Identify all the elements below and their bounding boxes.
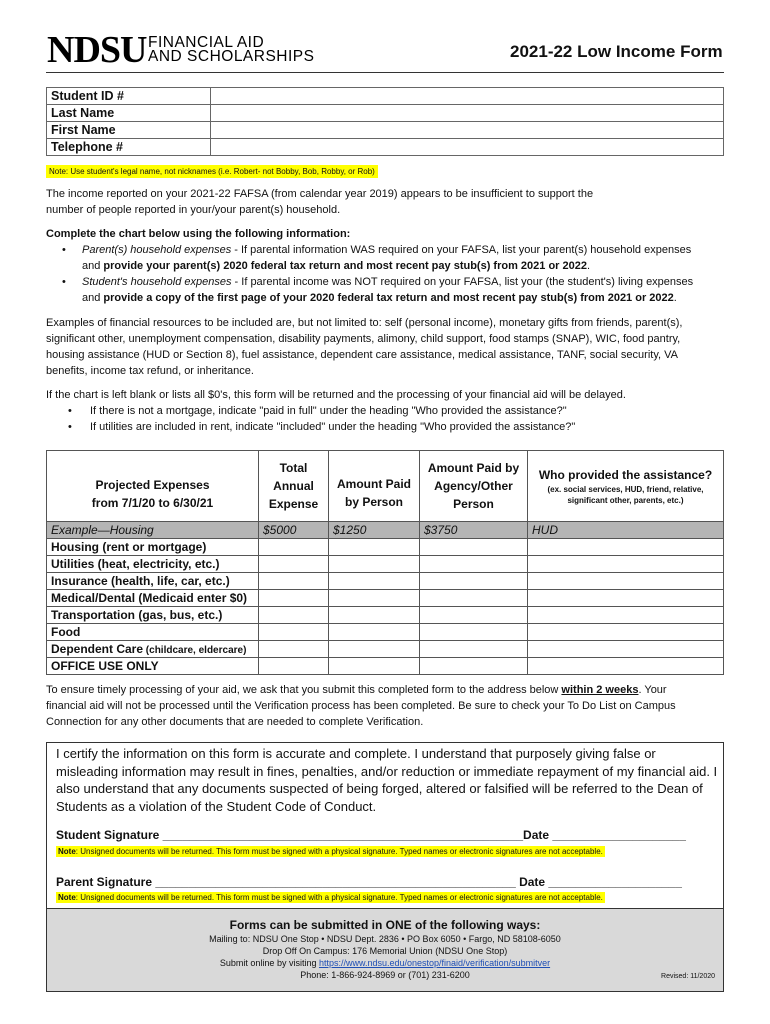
header-text: Person — [453, 497, 494, 511]
bullet-text: . — [673, 292, 677, 304]
instructions-heading: Complete the chart below using the following information: — [46, 228, 351, 240]
submission-phone: Phone: 1-866-924-8969 or (701) 231-6200 — [300, 970, 470, 980]
ndsu-logo: NDSU — [47, 29, 147, 71]
bullet-bold: provide your parent(s) 2020 federal tax return and most recent pay stub(s) from 2021 or 2022 — [103, 260, 587, 272]
person-cell[interactable] — [329, 641, 420, 658]
blank-chart-warning: If the chart is left blank or lists all $0's, this form will be returned and the processing of your financial aid will be delayed. — [46, 389, 626, 401]
student-id-field[interactable] — [211, 88, 724, 105]
bullet-text: . — [586, 260, 591, 272]
header-rule — [46, 72, 724, 73]
table-row — [47, 590, 724, 607]
header-text: by Person — [344, 495, 404, 509]
table-row — [47, 641, 724, 658]
bullet-italic: Parent(s) household expenses — [82, 244, 232, 256]
parent-expenses-bullet — [82, 242, 691, 274]
bullet-dot: • — [68, 405, 72, 417]
note-label: Note — [58, 847, 76, 856]
who-cell[interactable] — [528, 624, 724, 641]
total-cell[interactable] — [259, 641, 329, 658]
logo-line-financial-aid: FINANCIAL AID — [148, 34, 265, 51]
submission-heading: Forms can be submitted in ONE of the following ways: — [229, 918, 541, 932]
note-label: Note — [58, 893, 76, 902]
row-label: Housing (rent or mortgage) — [47, 539, 259, 556]
person-cell[interactable] — [329, 590, 420, 607]
examples-line: housing assistance (HUD or Section 8), fuel assistance, dependent care assistance, medical assistance, TANF, social security, VA — [46, 349, 678, 361]
cert-line: misleading information may result in fines, penalties, and/or reduction or immediate repayment of my financial aid. I — [56, 763, 718, 779]
col-who-provided — [528, 451, 724, 522]
cert-line: also understand that any documents suspected of being forged, altered or falsified will be referred to the Dean of — [56, 781, 703, 796]
student-expenses-bullet — [82, 274, 693, 306]
total-cell[interactable] — [259, 607, 329, 624]
person-cell[interactable] — [329, 624, 420, 641]
example-label: Example—Housing — [47, 522, 259, 539]
example-agency: $3750 — [420, 522, 528, 539]
who-cell[interactable] — [528, 573, 724, 590]
last-name-label: Last Name — [47, 105, 211, 122]
student-id-label: Student ID # — [47, 88, 211, 105]
examples-paragraph — [46, 315, 682, 379]
expenses-table — [46, 450, 724, 675]
table-row — [47, 573, 724, 590]
legal-name-note: Note: Use student's legal name, not nicknames (i.e. Robert- not Bobby, Bob, Robby, or Rob) — [46, 165, 378, 178]
col-amount-paid-by-agency — [420, 451, 528, 522]
table-row — [47, 624, 724, 641]
parent-signature-note — [56, 892, 605, 903]
agency-cell[interactable] — [420, 641, 528, 658]
office-cell — [528, 658, 724, 675]
person-cell[interactable] — [329, 539, 420, 556]
bullet-bold: provide a copy of the first page of your 2020 federal tax return and most recent pay stub(s) from 2021 or 2022 — [103, 292, 674, 304]
bullet-dot: • — [62, 244, 66, 256]
header-text: Annual — [273, 479, 314, 493]
bullet-dot: • — [68, 421, 72, 433]
bullet-text: - If parental information WAS required on your FAFSA, list your parent(s) household expenses — [231, 244, 692, 256]
utilities-bullet: If utilities are included in rent, indicate "included" under the heading "Who provided the assistance?" — [90, 421, 576, 433]
timely-text: financial aid will not be processed until the Verification process has been completed. Be sure to check your To Do List on Campus — [46, 700, 676, 712]
header-subtext: significant other, parents, etc.) — [567, 496, 684, 505]
intro-line: number of people reported in your/your parent(s) household. — [46, 204, 341, 216]
certification-box — [46, 742, 724, 910]
total-cell[interactable] — [259, 590, 329, 607]
row-label: Insurance (health, life, car, etc.) — [47, 573, 259, 590]
revised-date: Revised: 11/2020 — [661, 973, 715, 980]
intro-line: The income reported on your 2021-22 FAFSA (from calendar year 2019) appears to be insufficient to support the — [46, 188, 594, 200]
bullet-text: and — [82, 292, 104, 304]
row-label-small: (childcare, eldercare) — [143, 645, 247, 656]
row-label-text: Dependent Care — [51, 642, 144, 656]
header-text: Projected Expenses — [95, 478, 210, 492]
note-text: : Unsigned documents will be returned. This form must be signed with a physical signature. Typed names or electronic signatures are not acceptable. — [75, 847, 603, 856]
submission-mailing: Mailing to: NDSU One Stop • NDSU Dept. 2836 • PO Box 6050 • Fargo, ND 58108-6050 — [209, 934, 561, 944]
example-row — [47, 522, 724, 539]
row-label-dependent-care — [47, 641, 259, 658]
cert-line: Students as a violation of the Student Code of Conduct. — [56, 798, 377, 814]
cert-line: I certify the information on this form is accurate and complete. I understand that purposely giving false or — [56, 746, 656, 761]
submission-box — [46, 908, 724, 992]
online-text: Submit online by visiting — [219, 958, 319, 968]
telephone-field[interactable] — [211, 139, 724, 156]
bullet-text: and — [82, 260, 104, 272]
header-text: Amount Paid by — [427, 461, 520, 475]
agency-cell[interactable] — [420, 590, 528, 607]
within-two-weeks: within 2 weeks — [561, 684, 639, 696]
header-text: Amount Paid — [337, 477, 411, 491]
agency-cell[interactable] — [420, 573, 528, 590]
timely-text: Connection for any other documents that are needed to complete Verification. — [46, 716, 424, 728]
header-subtext: (ex. social services, HUD, friend, relative, — [547, 485, 704, 494]
total-cell[interactable] — [259, 539, 329, 556]
timely-text: . Your — [638, 684, 667, 696]
first-name-label: First Name — [47, 122, 211, 139]
first-name-field[interactable] — [211, 122, 724, 139]
mortgage-bullet: If there is not a mortgage, indicate "paid in full" under the heading "Who provided the assistance?" — [90, 405, 567, 417]
timely-text: To ensure timely processing of your aid, we ask that you submit this completed form to the address below — [46, 684, 562, 696]
timely-paragraph — [46, 682, 676, 730]
logo-subtitle — [148, 36, 314, 64]
examples-line: benefits, income tax refund, or inheritance. — [46, 365, 254, 377]
example-person: $1250 — [329, 522, 420, 539]
table-row — [47, 539, 724, 556]
example-total: $5000 — [259, 522, 329, 539]
who-cell[interactable] — [528, 539, 724, 556]
agency-cell[interactable] — [420, 556, 528, 573]
who-cell[interactable] — [528, 590, 724, 607]
total-cell[interactable] — [259, 556, 329, 573]
office-use-row — [47, 658, 724, 675]
col-total-annual-expense — [259, 451, 329, 522]
bullet-text: - If parental income was NOT required on your FAFSA, list your (the student's) living expenses — [231, 276, 694, 288]
person-cell[interactable] — [329, 573, 420, 590]
header-text: Expense — [268, 497, 319, 511]
col-projected-expenses — [47, 451, 259, 522]
submission-drop-off: Drop Off On Campus: 176 Memorial Union (NDSU One Stop) — [262, 946, 508, 956]
who-cell[interactable] — [528, 556, 724, 573]
who-cell[interactable] — [528, 641, 724, 658]
note-text: : Unsigned documents will be returned. This form must be signed with a physical signature. Typed names or electronic signatures are not acceptable. — [75, 893, 603, 902]
who-cell[interactable] — [528, 607, 724, 624]
intro-paragraph — [46, 186, 593, 218]
total-cell[interactable] — [259, 624, 329, 641]
student-info-table — [46, 87, 724, 156]
col-amount-paid-by-person — [329, 451, 420, 522]
certification-text — [56, 745, 717, 815]
office-cell — [329, 658, 420, 675]
office-cell — [259, 658, 329, 675]
person-cell[interactable] — [329, 607, 420, 624]
row-label: Transportation (gas, bus, etc.) — [47, 607, 259, 624]
header-text: from 7/1/20 to 6/30/21 — [91, 496, 214, 510]
total-cell[interactable] — [259, 573, 329, 590]
student-signature-line[interactable]: Student Signature ______________________________________________________Date ____________________ — [56, 828, 686, 842]
example-who: HUD — [528, 522, 724, 539]
examples-line: Examples of financial resources to be included are, but not limited to: self (personal income), monetary gifts from friends, parent(s), — [46, 317, 683, 329]
examples-line: significant other, unemployment compensation, disability payments, alimony, child support, food stamps (SNAP), WIC, food pantry, — [46, 333, 681, 345]
table-row — [47, 607, 724, 624]
last-name-field[interactable] — [211, 105, 724, 122]
agency-cell[interactable] — [420, 624, 528, 641]
agency-cell[interactable] — [420, 539, 528, 556]
telephone-label: Telephone # — [47, 139, 211, 156]
row-label: Medical/Dental (Medicaid enter $0) — [47, 590, 259, 607]
bullet-dot: • — [62, 276, 66, 288]
bullet-italic: Student's household expenses — [82, 276, 232, 288]
person-cell[interactable] — [329, 556, 420, 573]
student-signature-note — [56, 846, 605, 857]
row-label: Food — [47, 624, 259, 641]
office-cell — [420, 658, 528, 675]
parent-signature-line[interactable]: Parent Signature ______________________________________________________ Date ____________________ — [56, 875, 682, 889]
expenses-header-row — [47, 451, 724, 522]
row-label: Utilities (heat, electricity, etc.) — [47, 556, 259, 573]
logo-line-scholarships: AND SCHOLARSHIPS — [148, 48, 315, 65]
agency-cell[interactable] — [420, 607, 528, 624]
header-text: Agency/Other — [434, 479, 513, 493]
form-title: 2021-22 Low Income Form — [510, 42, 723, 61]
submission-online — [47, 957, 723, 969]
submission-link[interactable]: https://www.ndsu.edu/onestop/finaid/verification/submitver — [318, 958, 551, 968]
header-text: Total — [279, 461, 308, 475]
header-text: Who provided the assistance? — [538, 468, 713, 482]
table-row — [47, 556, 724, 573]
office-use-label: OFFICE USE ONLY — [47, 658, 259, 675]
